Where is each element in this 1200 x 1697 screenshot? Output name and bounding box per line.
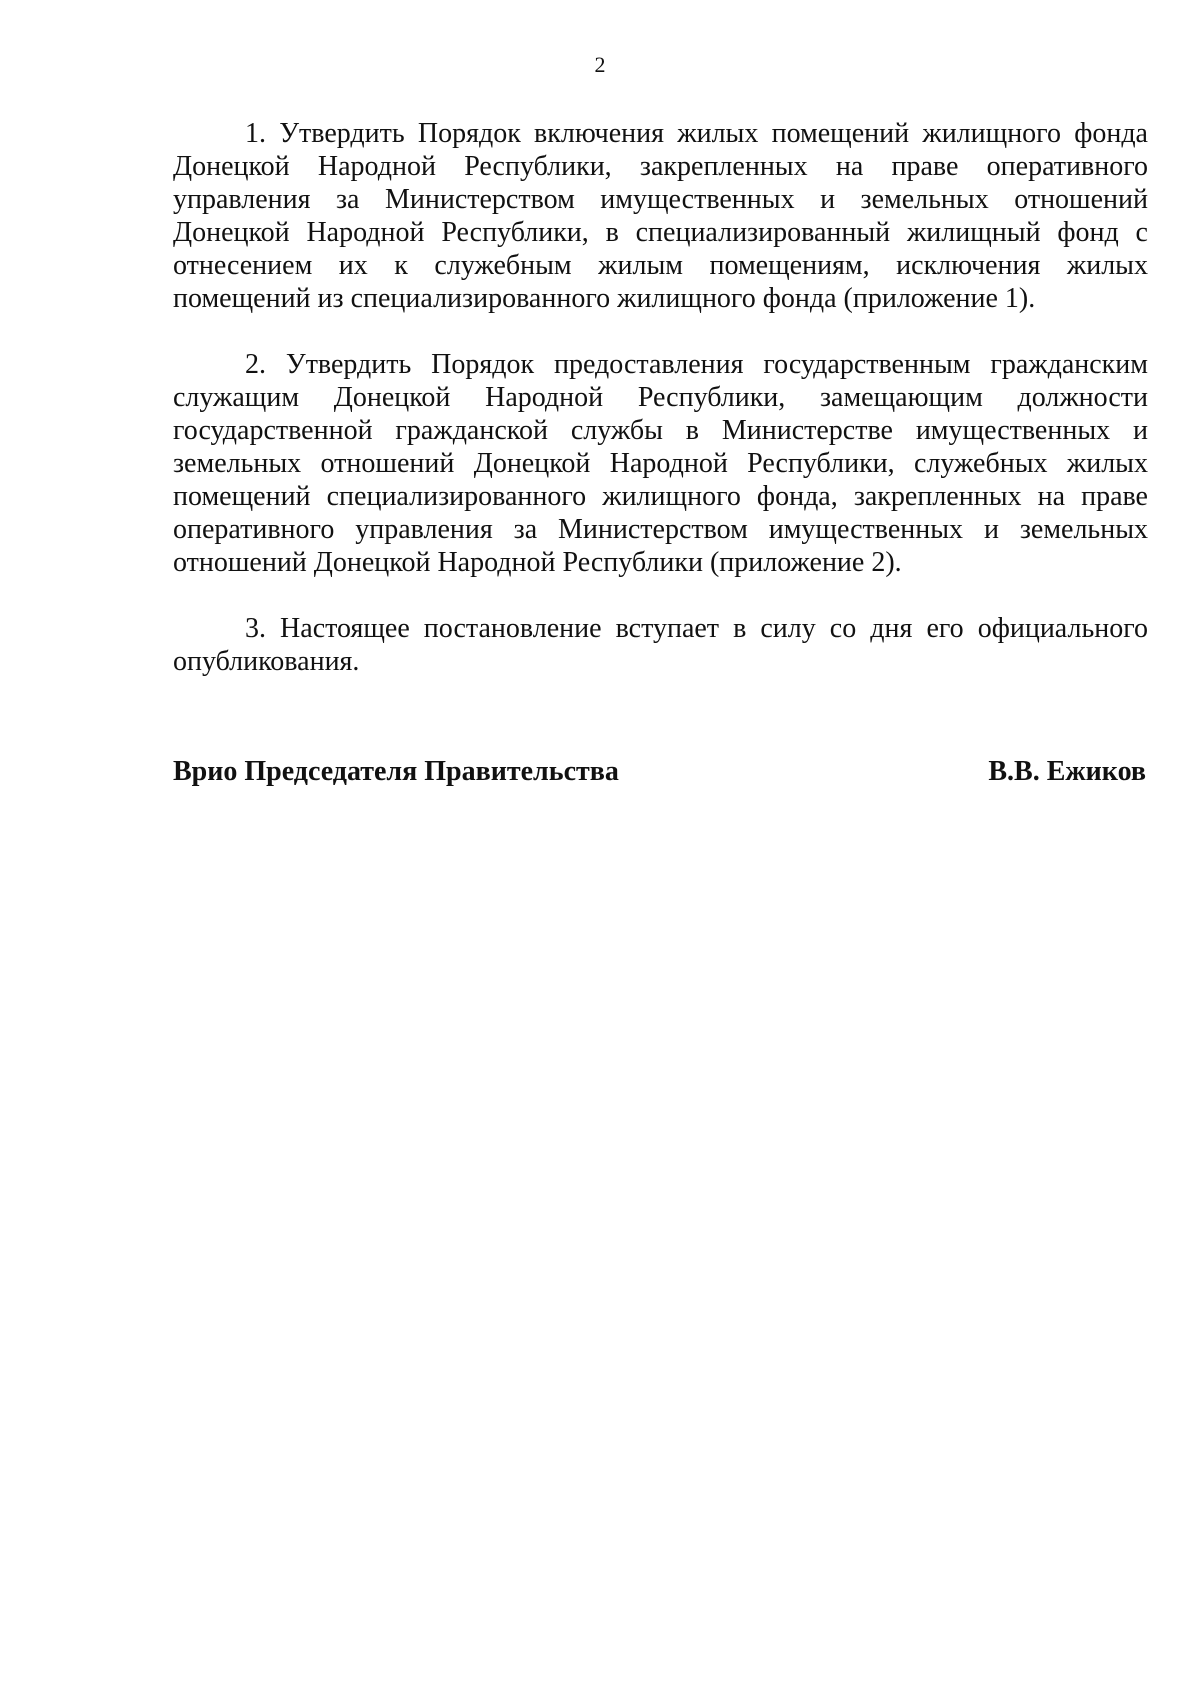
paragraph-1: 1. Утвердить Порядок включения жилых помещений жилищного фонда Донецкой Народной Республики, закрепленных на праве оперативного управления за Министерством имущественных и земельных отношений Донецкой Народной Республики, в специализированный жилищный фонд с отнесением их к служебным жилым помещениям, исключения жилых помещений из специализированного жилищного фонда (приложение 1). — [173, 118, 1148, 314]
signature-block — [173, 755, 1148, 788]
paragraph-2: 2. Утвердить Порядок предоставления государственным гражданским служащим Донецкой Народной Республики, замещающим должности государственной гражданской службы в Министерстве имущественных и земельных отношений Донецкой Народной Республики, служебных жилых помещений специализированного жилищного фонда, закрепленных на праве оперативного управления за Министерством имущественных и земельных отношений Донецкой Народной Республики (приложение 2). — [173, 349, 1148, 578]
page-number: 2 — [594, 52, 606, 77]
signatory-name: В.В. Ежиков — [988, 756, 1146, 787]
signatory-position: Врио Председателя Правительства — [173, 756, 619, 787]
document-body — [173, 117, 1148, 678]
paragraph-3: 3. Настоящее постановление вступает в силу со дня его официального опубликования. — [173, 613, 1148, 677]
